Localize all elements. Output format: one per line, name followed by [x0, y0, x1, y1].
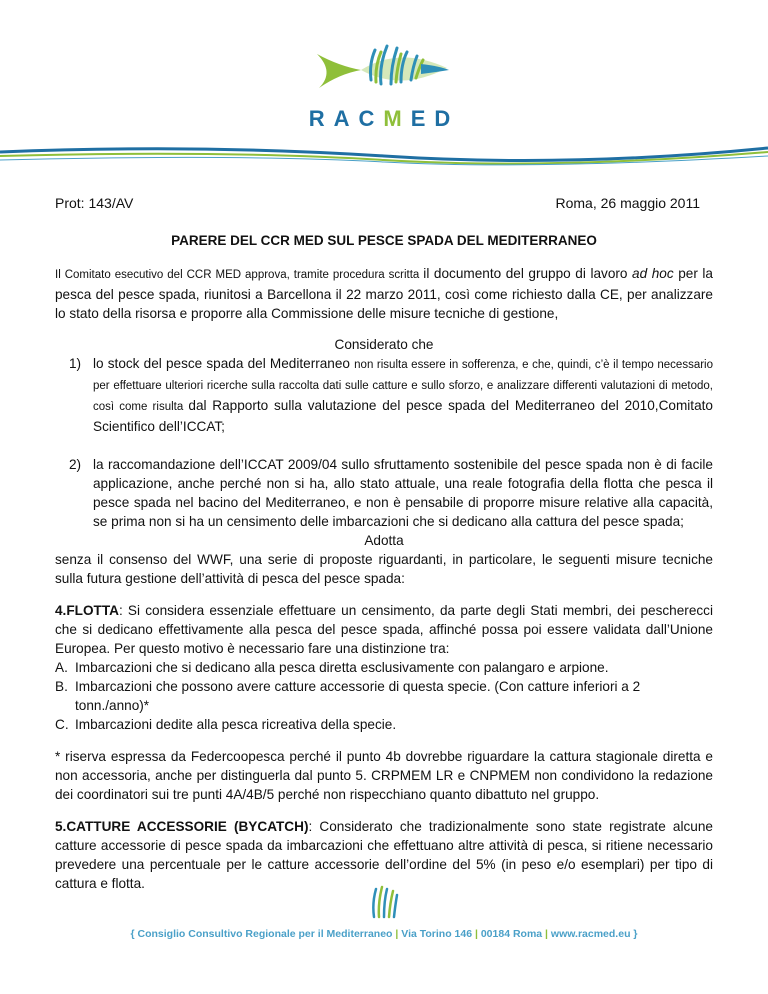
list-item: B. Imbarcazioni che possono avere catture accessorie di questa specie. (Con catture inferiori a 2 tonn./anno)* [55, 679, 641, 713]
considerato-heading: Considerato che [334, 337, 434, 352]
document-title: PARERE DEL CCR MED SUL PESCE SPADA DEL MEDITERRANEO [171, 233, 597, 248]
header-logo [0, 40, 768, 132]
intro-paragraph: Il Comitato esecutivo del CCR MED approva, tramite procedura scritta il documento del gruppo di lavoro ad hoc per la pesca del pesce spada, riunitosi a Barcellona il 22 marzo 2011, così come richiesto dalla CE, per analizzare lo stato della risorsa e proporre alla Commissione delle misure tecniche di gestione, [55, 266, 713, 321]
list-item: 1) lo stock del pesce spada del Mediterraneo non risulta essere in sofferenza, e che, quindi, c’è il tempo necessario per effettuare ulteriori ricerche sulla raccolta dati sulle catture e sullo sforzo, e analizzare differenti valutazioni di metodo, così come risulta dal Rapporto sulla valutazione del pesce spada del Mediterraneo del 2010,Comitato Scientifico dell’ICCAT; [69, 356, 713, 434]
document-body [55, 264, 713, 893]
footnote-paragraph: * riserva espressa da Federcoopesca perché il punto 4b dovrebbe riguardare la cattura stagionale diretta e non accessoria, anche per distinguerla dal punto 5. CRPMEM LR e CNPMEM non condividono la redazione dei coordinatori sui tre punti 4A/4B/5 perché non rispecchiano quanto dibattuto nel gruppo. [55, 749, 713, 802]
flotta-paragraph: 4.FLOTTA: Si considera essenziale effettuare un censimento, da parte degli Stati membri, dei pescherecci che si dedicano effettivamente alla pesca del pesce spada, affinché possa poi essere validata dall’Unione Europea. Per questo motivo è necessario fare una distinzione tra: [55, 603, 713, 656]
footer-reeds-icon [369, 885, 399, 919]
list-item: A. Imbarcazioni che si dedicano alla pesca diretta esclusivamente con palangaro e arpione. [55, 660, 609, 675]
protocol-number: Prot: 143/AV [55, 195, 134, 211]
document-date: Roma, 26 maggio 2011 [555, 195, 700, 211]
website-link[interactable]: www.racmed.eu [550, 928, 631, 940]
flotta-list [55, 658, 713, 734]
adotta-paragraph: senza il consenso del WWF, una serie di proposte riguardanti, in particolare, le seguenti misure tecniche sulla futura gestione dell’attività di pesca del pesce spada: [55, 552, 713, 586]
adotta-heading: Adotta [364, 533, 404, 548]
list-item: 2) la raccomandazione dell’ICCAT 2009/04 sullo sfruttamento sostenibile del pesce spada non è di facile applicazione, anche perché non si ha, allo stato attuale, una reale fotografia della flotta che pesca il pesce spada nel bacino del Mediterraneo, e non è pensabile di proporre misure relative alla capacità, se prima non si ha un censimento delle imbarcazioni che si dedicano alla cattura del pesce spada; [69, 457, 713, 529]
brand-name: RACMED [308, 106, 460, 131]
header-swoosh [0, 138, 768, 178]
fish-logo-icon [309, 40, 459, 102]
list-item: C. Imbarcazioni dedite alla pesca ricreativa della specie. [55, 717, 397, 732]
footer-address: { Consiglio Consultivo Regionale per il Mediterraneo | Via Torino 146 | 00184 Roma | www.racmed.eu } [130, 928, 638, 940]
considerations-list [55, 354, 713, 531]
catture-paragraph: 5.CATTURE ACCESSORIE (BYCATCH): Considerato che tradizionalmente sono state registrate alcune catture accessorie di pesce spada da imbarcazioni che effettuano altre attività di pesca, si ritiene necessario prevedere una percentuale per le catture accessorie dell’ordine del 5% (in peso e/o esemplari) per tipo di cattura e flotta. [55, 819, 713, 891]
